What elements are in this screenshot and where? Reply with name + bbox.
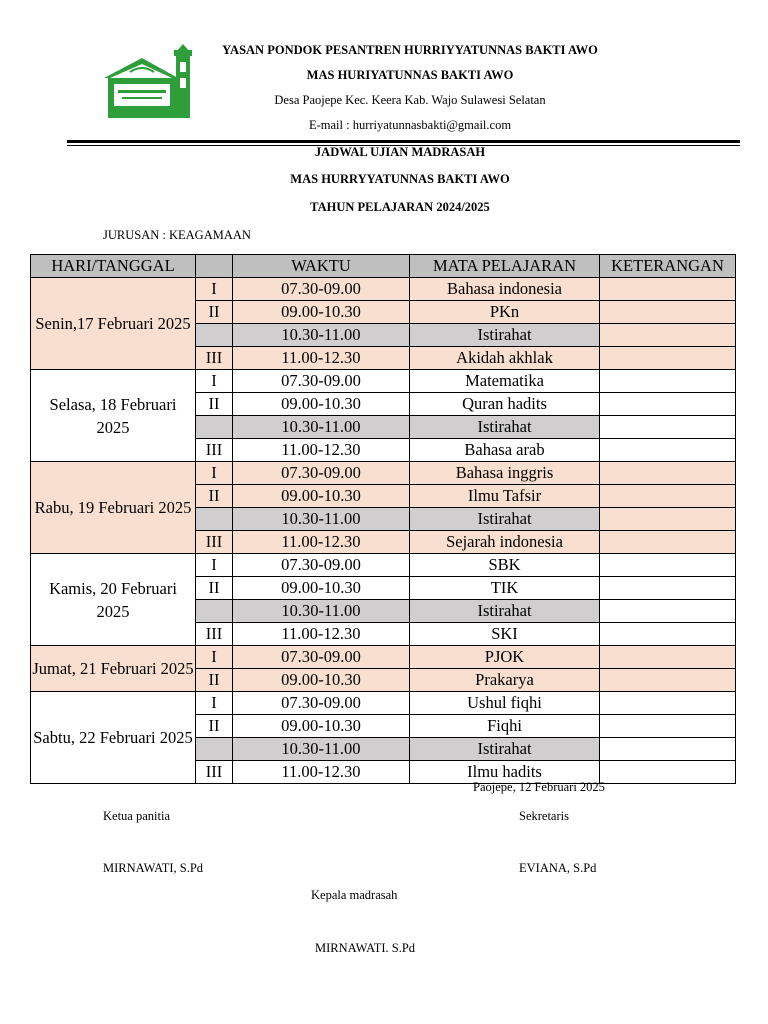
table-row (31, 370, 736, 393)
school-email: E-mail : hurriyatunnasbakti@gmail.com (308, 118, 512, 132)
notes-cell (600, 623, 736, 646)
notes-cell (600, 462, 736, 485)
notes-cell (600, 577, 736, 600)
table-row (31, 462, 736, 485)
subject-cell: Bahasa indonesia (410, 278, 600, 301)
notes-cell (600, 301, 736, 324)
session-cell: I (196, 462, 233, 485)
subject-cell: Istirahat (410, 324, 600, 347)
notes-cell (600, 738, 736, 761)
time-cell: 07.30-09.00 (233, 278, 410, 301)
time-cell: 11.00-12.30 (233, 623, 410, 646)
session-cell (196, 738, 233, 761)
subject-cell: Sejarah indonesia (410, 531, 600, 554)
subject-cell: Istirahat (410, 738, 600, 761)
session-cell (196, 416, 233, 439)
time-cell: 07.30-09.00 (233, 646, 410, 669)
subject-cell: Prakarya (410, 669, 600, 692)
major-label: JURUSAN : KEAGAMAAN (103, 228, 251, 242)
document-subtitle: MAS HURRYYATUNNAS BAKTI AWO (290, 172, 510, 186)
subject-cell: Bahasa arab (410, 439, 600, 462)
session-cell: II (196, 485, 233, 508)
session-cell: I (196, 646, 233, 669)
time-cell: 07.30-09.00 (233, 692, 410, 715)
table-row (31, 554, 736, 577)
day-date-cell: Sabtu, 22 Februari 2025 (31, 692, 196, 784)
foundation-name: YASAN PONDOK PESANTREN HURRIYYATUNNAS BAKTI AWO (222, 43, 598, 57)
subject-cell: Matematika (410, 370, 600, 393)
time-cell: 11.00-12.30 (233, 761, 410, 784)
day-date-cell: Jumat, 21 Februari 2025 (31, 646, 196, 692)
col-header-day: HARI/TANGGAL (31, 255, 196, 278)
notes-cell (600, 761, 736, 784)
secretary-name: EVIANA, S.Pd (519, 861, 597, 875)
subject-cell: PKn (410, 301, 600, 324)
time-cell: 09.00-10.30 (233, 577, 410, 600)
subject-cell: Ushul fiqhi (410, 692, 600, 715)
session-cell: III (196, 531, 233, 554)
notes-cell (600, 554, 736, 577)
notes-cell (600, 324, 736, 347)
table-row (31, 278, 736, 301)
session-cell: II (196, 577, 233, 600)
table-body (31, 278, 736, 784)
time-cell: 07.30-09.00 (233, 370, 410, 393)
subject-cell: Ilmu hadits (410, 761, 600, 784)
notes-cell (600, 646, 736, 669)
day-date-cell: Rabu, 19 Februari 2025 (31, 462, 196, 554)
time-cell: 09.00-10.30 (233, 485, 410, 508)
exam-schedule-table (30, 254, 736, 784)
time-cell: 07.30-09.00 (233, 554, 410, 577)
notes-cell (600, 416, 736, 439)
notes-cell (600, 393, 736, 416)
session-cell: III (196, 623, 233, 646)
time-cell: 11.00-12.30 (233, 347, 410, 370)
notes-cell (600, 485, 736, 508)
session-cell: II (196, 301, 233, 324)
day-date-cell: Senin,17 Februari 2025 (31, 278, 196, 370)
subject-cell: Istirahat (410, 416, 600, 439)
subject-cell: Akidah akhlak (410, 347, 600, 370)
notes-cell (600, 278, 736, 301)
time-cell: 10.30-11.00 (233, 324, 410, 347)
subject-cell: SKI (410, 623, 600, 646)
session-cell: II (196, 393, 233, 416)
head-role: Kepala madrasah (311, 888, 398, 902)
subject-cell: TIK (410, 577, 600, 600)
notes-cell (600, 692, 736, 715)
subject-cell: SBK (410, 554, 600, 577)
school-address: Desa Paojepe Kec. Keera Kab. Wajo Sulawesi Selatan (274, 93, 546, 107)
session-cell: II (196, 669, 233, 692)
time-cell: 10.30-11.00 (233, 600, 410, 623)
school-name: MAS HURIYATUNNAS BAKTI AWO (306, 68, 514, 82)
time-cell: 09.00-10.30 (233, 669, 410, 692)
col-header-time: WAKTU (233, 255, 410, 278)
session-cell: II (196, 715, 233, 738)
subject-cell: Bahasa inggris (410, 462, 600, 485)
time-cell: 10.30-11.00 (233, 738, 410, 761)
day-date-cell: Kamis, 20 Februari 2025 (31, 554, 196, 646)
session-cell: I (196, 370, 233, 393)
notes-cell (600, 669, 736, 692)
chair-name: MIRNAWATI, S.Pd (103, 861, 204, 875)
session-cell: I (196, 554, 233, 577)
notes-cell (600, 439, 736, 462)
session-cell: III (196, 761, 233, 784)
table-row (31, 692, 736, 715)
time-cell: 11.00-12.30 (233, 439, 410, 462)
notes-cell (600, 508, 736, 531)
notes-cell (600, 715, 736, 738)
subject-cell: Ilmu Tafsir (410, 485, 600, 508)
head-name: MIRNAWATI. S.Pd (315, 941, 416, 955)
secretary-role: Sekretaris (519, 809, 569, 823)
academic-year: TAHUN PELAJARAN 2024/2025 (310, 200, 490, 214)
place-date: Paojepe, 12 Februari 2025 (473, 780, 605, 794)
session-cell: I (196, 692, 233, 715)
table-header-row (31, 255, 736, 278)
table-row (31, 646, 736, 669)
col-header-notes: KETERANGAN (600, 255, 736, 278)
time-cell: 09.00-10.30 (233, 715, 410, 738)
session-cell: I (196, 278, 233, 301)
chair-role: Ketua panitia (103, 809, 170, 823)
day-date-cell: Selasa, 18 Februari 2025 (31, 370, 196, 462)
col-header-subject: MATA PELAJARAN (410, 255, 600, 278)
header-divider-thick (67, 140, 740, 143)
col-header-session (196, 255, 233, 278)
subject-cell: Quran hadits (410, 393, 600, 416)
time-cell: 07.30-09.00 (233, 462, 410, 485)
notes-cell (600, 600, 736, 623)
time-cell: 09.00-10.30 (233, 393, 410, 416)
time-cell: 10.30-11.00 (233, 416, 410, 439)
session-cell (196, 600, 233, 623)
document-title: JADWAL UJIAN MADRASAH (314, 145, 486, 159)
subject-cell: Istirahat (410, 508, 600, 531)
session-cell: III (196, 347, 233, 370)
notes-cell (600, 370, 736, 393)
session-cell (196, 324, 233, 347)
time-cell: 09.00-10.30 (233, 301, 410, 324)
subject-cell: Istirahat (410, 600, 600, 623)
time-cell: 11.00-12.30 (233, 531, 410, 554)
notes-cell (600, 347, 736, 370)
subject-cell: Fiqhi (410, 715, 600, 738)
notes-cell (600, 531, 736, 554)
session-cell (196, 508, 233, 531)
subject-cell: PJOK (410, 646, 600, 669)
time-cell: 10.30-11.00 (233, 508, 410, 531)
session-cell: III (196, 439, 233, 462)
